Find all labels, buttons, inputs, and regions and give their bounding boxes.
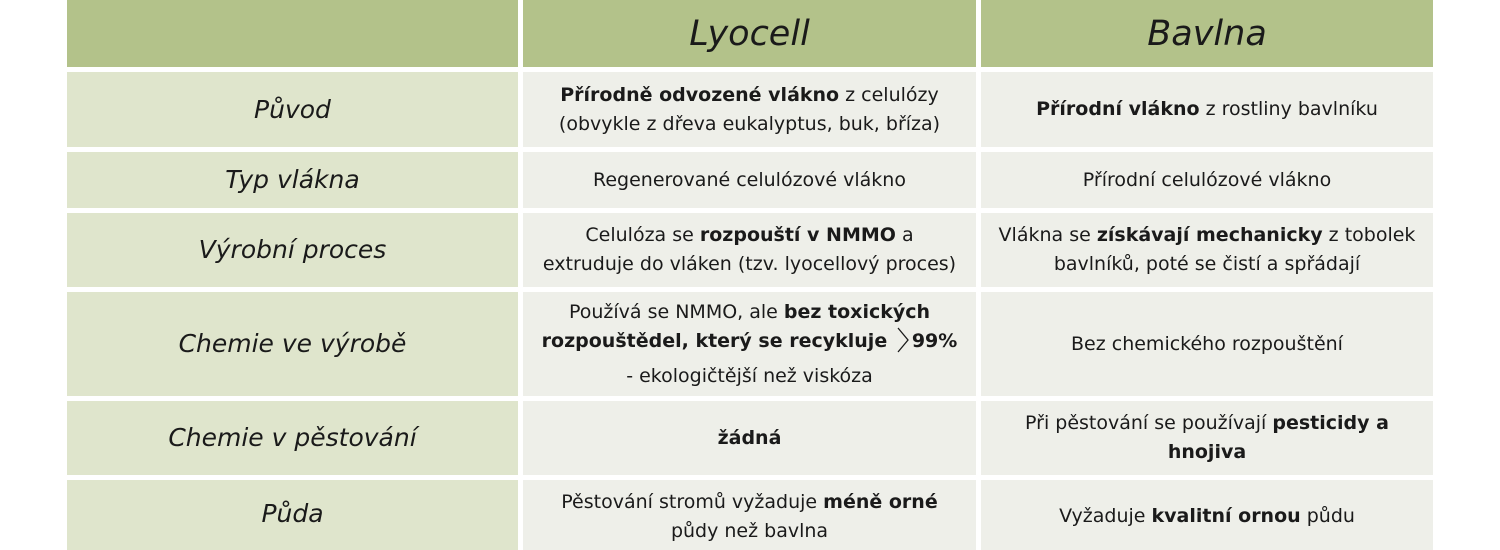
- cell-plain-text: Vlákna se: [998, 224, 1097, 246]
- header-bavlna: [981, 0, 1433, 67]
- header-empty-cell: [67, 0, 518, 67]
- row-label-typ-vlakna: [67, 152, 518, 208]
- cell-plain-text: - ekologičtější než viskóza: [626, 364, 873, 387]
- cell-bold-text: méně orné: [823, 491, 938, 513]
- cell-text: [1036, 95, 1378, 124]
- header-bavlna-label: Bavlna: [1147, 13, 1267, 54]
- cell-plain-text: Regenerované celulózové vlákno: [593, 168, 906, 191]
- cell-plain-text: Přírodní celulózové vlákno: [1082, 168, 1332, 191]
- cell-text: [559, 81, 940, 139]
- cell-bold-text: kvalitní ornou: [1151, 505, 1301, 527]
- cell-bavlna-typ-vlakna: [981, 152, 1433, 208]
- row-label-text: Výrobní proces: [198, 235, 387, 264]
- cell-text: [1059, 502, 1355, 531]
- cell-lyocell-puda: [523, 480, 976, 550]
- row-label-text: Původ: [254, 94, 331, 124]
- row-label-text: Chemie v pěstování: [168, 423, 417, 452]
- chevron-right-icon: [896, 327, 910, 362]
- cell-bavlna-chemie-v-pestovani: [981, 401, 1433, 475]
- row-label-text: Půda: [261, 499, 324, 528]
- row-label-chemie-ve-vyrobe: [67, 292, 518, 396]
- cell-plain-text: půdu: [1300, 505, 1355, 527]
- cell-plain-text: Bez chemického rozpouštění: [1071, 332, 1343, 355]
- cell-text: [995, 409, 1419, 467]
- cell-plain-text: Používá se NMMO, ale: [568, 300, 784, 323]
- cell-bavlna-puvod: [981, 72, 1433, 147]
- cell-lyocell-typ-vlakna: [523, 152, 976, 208]
- cell-bold-text: 99%: [911, 329, 958, 352]
- cell-lyocell-puvod: [523, 72, 976, 147]
- row-label-puvod: [67, 72, 518, 147]
- cell-plain-text: Při pěstování se používají: [1025, 412, 1273, 434]
- cell-bold-text: bez toxických rozpouštědel, který se recykluje: [541, 300, 931, 352]
- cell-plain-text: a extruduje do vláken (tzv. lyocellový proces): [542, 224, 957, 275]
- cell-lyocell-vyrobni-proces: [523, 213, 976, 287]
- cell-text: [537, 221, 962, 279]
- header-lyocell: [523, 0, 976, 67]
- row-label-vyrobni-proces: [67, 213, 518, 287]
- cell-plain-text: z celulózy: [839, 83, 939, 106]
- cell-lyocell-chemie-ve-vyrobe: [523, 292, 976, 396]
- cell-lyocell-chemie-v-pestovani: [523, 401, 976, 475]
- row-label-text: Chemie ve výrobě: [178, 329, 407, 358]
- cell-bold-text: pesticidy a hnojiva: [1167, 412, 1389, 463]
- comparison-table: [67, 0, 1433, 550]
- cell-plain-text: půdy než bavlna: [670, 520, 829, 542]
- cell-bavlna-puda: [981, 480, 1433, 550]
- cell-plain-text: Celulóza se: [585, 224, 700, 246]
- cell-plain-text: (obvykle z dřeva eukalyptus, buk, bříza): [558, 112, 941, 135]
- row-label-puda: [67, 480, 518, 550]
- cell-bavlna-chemie-ve-vyrobe: [981, 292, 1433, 396]
- cell-plain-text: Pěstování stromů vyžaduje: [561, 491, 824, 513]
- cell-bold-text: získávají mechanicky: [1096, 224, 1323, 246]
- cell-bavlna-vyrobni-proces: [981, 213, 1433, 287]
- row-label-text: Typ vlákna: [225, 165, 360, 194]
- cell-plain-text: z tobolek bavlníků, poté se čistí a spřádají: [1053, 224, 1416, 275]
- cell-plain-text: z rostliny bavlníku: [1199, 98, 1378, 120]
- cell-bold-text: žádná: [717, 426, 782, 449]
- cell-plain-text: Vyžaduje: [1059, 505, 1152, 527]
- cell-bold-text: Přírodní vlákno: [1036, 98, 1200, 120]
- cell-text: [537, 298, 962, 391]
- cell-bold-text: rozpouští v NMMO: [699, 224, 896, 246]
- cell-bold-text: Přírodně odvozené vlákno: [560, 83, 840, 106]
- header-lyocell-label: Lyocell: [689, 13, 810, 54]
- row-label-chemie-v-pestovani: [67, 401, 518, 475]
- cell-text: [561, 488, 937, 546]
- cell-text: [995, 221, 1419, 279]
